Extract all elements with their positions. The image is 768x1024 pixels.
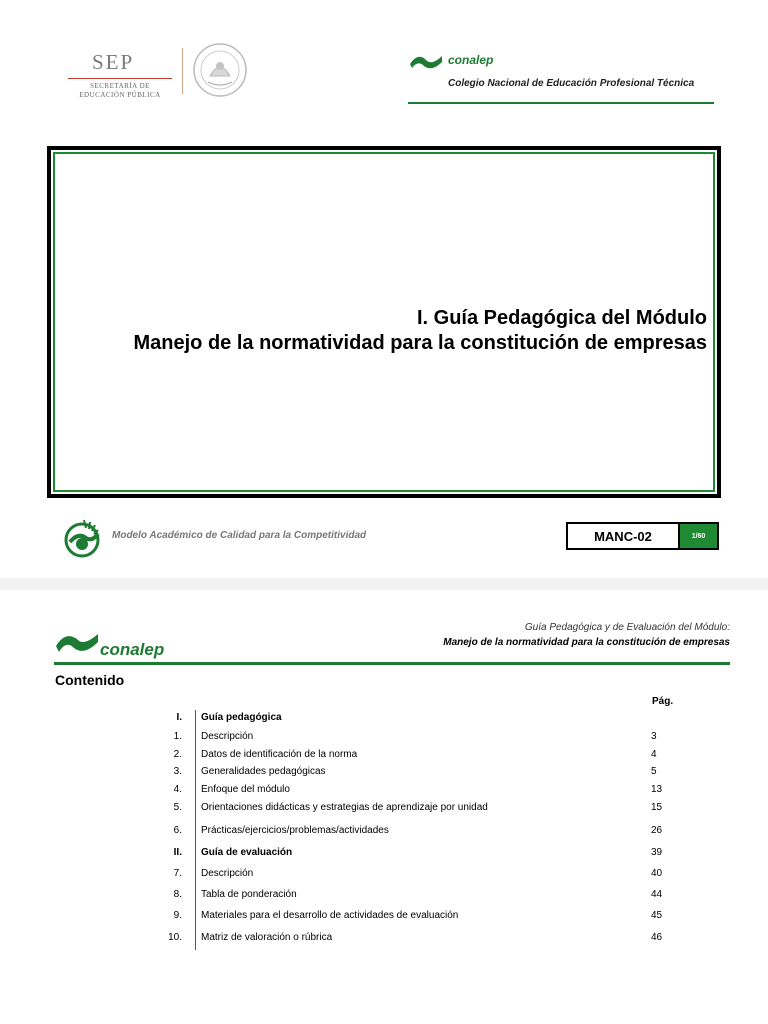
toc-number: 3. xyxy=(173,766,182,777)
toc-row xyxy=(0,847,768,863)
conalep-page2-wordmark: conalep xyxy=(100,640,165,659)
contents-title: Contenido xyxy=(55,672,125,688)
toc-number: 2. xyxy=(173,749,182,760)
toc-number: 8. xyxy=(173,889,182,900)
conalep-header-logo xyxy=(408,50,718,90)
toc-number: 10. xyxy=(168,932,182,943)
toc-page: 13 xyxy=(651,784,663,795)
toc-label: Matriz de valoración o rúbrica xyxy=(201,932,333,943)
conalep-full-name: Colegio Nacional de Educación Profesional Técnica xyxy=(448,78,695,89)
conalep-swoosh-logo-icon xyxy=(54,628,100,658)
toc-row xyxy=(0,889,768,905)
conalep-page2-logo xyxy=(54,626,194,662)
toc-number: 1. xyxy=(173,731,182,742)
toc-row xyxy=(0,731,768,747)
header-divider xyxy=(182,48,183,94)
sep-subtitle-line2: EDUCACIÓN PÚBLICA xyxy=(79,91,161,99)
toc-number: 6. xyxy=(173,825,182,836)
toc-page: 44 xyxy=(651,889,663,900)
sep-subtitle xyxy=(62,82,178,100)
toc-label: Materiales para el desarrollo de actividades de evaluación xyxy=(201,910,459,921)
toc-row xyxy=(0,910,768,926)
toc-row xyxy=(0,868,768,884)
footer-slogan: Modelo Académico de Calidad para la Competitividad xyxy=(112,530,367,541)
sep-rule xyxy=(68,78,172,79)
conalep-swoosh-logo-icon xyxy=(408,50,444,74)
page2-header-line2: Manejo de la normatividad para la constitución de empresas xyxy=(443,637,730,648)
toc-label: Descripción xyxy=(201,868,254,879)
toc-label: Tabla de ponderación xyxy=(201,889,297,900)
toc-row xyxy=(0,825,768,841)
sep-subtitle-line1: SECRETARÍA DE xyxy=(90,82,150,90)
toc-label: Descripción xyxy=(201,731,254,742)
toc-number: 7. xyxy=(173,868,182,879)
toc-page: 26 xyxy=(651,825,663,836)
toc-number: 5. xyxy=(173,802,182,813)
toc-row xyxy=(0,784,768,800)
toc-page: 45 xyxy=(651,910,663,921)
cover-title-line1: I. Guía Pedagógica del Módulo xyxy=(416,307,707,329)
toc-page: 39 xyxy=(651,847,663,858)
cover-title-line2: Manejo de la normatividad para la constitución de empresas xyxy=(133,332,707,354)
module-code-box xyxy=(566,522,719,550)
page-column-header: Pág. xyxy=(652,696,674,707)
toc-page: 5 xyxy=(651,766,657,777)
toc-row xyxy=(0,712,768,728)
module-code: MANC-02 xyxy=(568,524,680,548)
document-page-2 xyxy=(0,590,768,1024)
toc-number: I. xyxy=(176,712,182,723)
toc-label: Generalidades pedagógicas xyxy=(201,766,326,777)
toc-row xyxy=(0,766,768,782)
sep-logo xyxy=(62,44,182,104)
toc-page: 15 xyxy=(651,802,663,813)
toc-row xyxy=(0,749,768,765)
mexico-coat-of-arms-seal-icon xyxy=(192,42,248,98)
toc-number: 9. xyxy=(173,910,182,921)
cover-title-frame xyxy=(47,146,721,498)
toc-page: 3 xyxy=(651,731,657,742)
toc-page: 46 xyxy=(651,932,663,943)
toc-row xyxy=(0,932,768,948)
toc-label: Guía pedagógica xyxy=(201,712,282,723)
toc-page: 40 xyxy=(651,868,663,879)
toc-label: Datos de identificación de la norma xyxy=(201,749,358,760)
toc-label: Guía de evaluación xyxy=(201,847,293,858)
page2-header-rule xyxy=(54,662,730,665)
page-indicator: 1/60 xyxy=(680,524,717,548)
header-rule xyxy=(408,102,714,104)
toc-number: 4. xyxy=(173,784,182,795)
toc-label: Prácticas/ejercicios/problemas/actividades xyxy=(201,825,389,836)
conalep-wordmark: conalep xyxy=(448,53,494,67)
modelo-academico-emblem-icon xyxy=(60,514,104,558)
sep-wordmark: SEP xyxy=(92,50,135,74)
toc-row xyxy=(0,802,768,818)
toc-page: 4 xyxy=(651,749,657,760)
page2-header-line1: Guía Pedagógica y de Evaluación del Módulo: xyxy=(524,622,730,633)
cover-title xyxy=(134,306,708,356)
toc-number: II. xyxy=(173,847,182,858)
toc-label: Orientaciones didácticas y estrategias de aprendizaje por unidad xyxy=(201,802,488,813)
toc-label: Enfoque del módulo xyxy=(201,784,290,795)
